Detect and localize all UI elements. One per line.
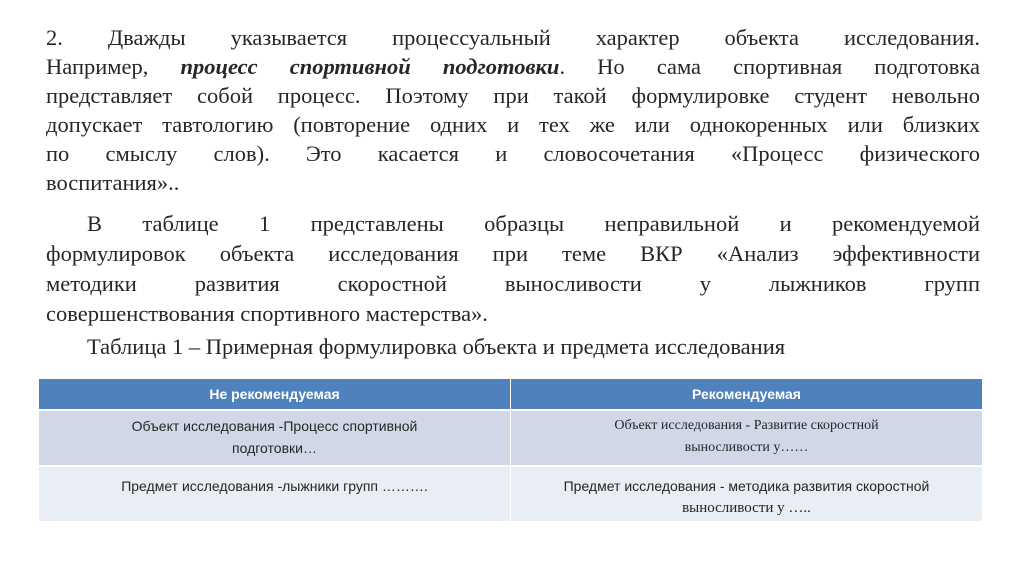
paragraph-2-line-1: В таблице 1 представлены образцы неправильной и рекомендуемой bbox=[87, 211, 980, 236]
cell-line: Объект исследования -Процесс спортивной bbox=[131, 418, 418, 434]
cell-line: Предмет исследования -лыжники групп ………. bbox=[121, 478, 428, 494]
header-not-recommended: Не рекомендуемая bbox=[39, 379, 511, 410]
header-recommended: Рекомендуемая bbox=[511, 379, 983, 410]
table-row bbox=[39, 466, 982, 521]
table-row bbox=[39, 410, 982, 466]
formulation-table bbox=[39, 379, 982, 521]
paragraph-1-line-6: воспитания».. bbox=[46, 170, 180, 195]
cell-recommended-subject bbox=[511, 466, 983, 521]
paragraph-1-line-5: по смыслу слов). Это касается и словосочетания «Процесс физического bbox=[46, 141, 980, 166]
cell-line: подготовки… bbox=[232, 440, 317, 456]
paragraph-1-line-2-suffix: . Но сама спортивная подготовка bbox=[559, 54, 980, 79]
paragraph-1-line-3: представляет собой процесс. Поэтому при такой формулировке студент невольно bbox=[46, 83, 980, 108]
emphasized-phrase: процесс спортивной подготовки bbox=[180, 54, 560, 79]
paragraph-1-line-4: допускает тавтологию (повторение одних и тех же или однокоренных или близких bbox=[46, 112, 980, 137]
cell-line: выносливости у…… bbox=[684, 440, 809, 455]
cell-recommended-object bbox=[511, 410, 983, 466]
paragraph-2-line-4: совершенствования спортивного мастерства». bbox=[46, 301, 488, 326]
table-caption: Таблица 1 – Примерная формулировка объекта и предмета исследования bbox=[87, 334, 786, 359]
table-header-row bbox=[39, 379, 982, 410]
cell-line: выносливости у ….. bbox=[682, 500, 811, 516]
cell-line: Предмет исследования - методика развития скоростной bbox=[563, 478, 930, 494]
cell-not-recommended-object bbox=[39, 410, 511, 466]
paragraph-2-line-2: формулировок объекта исследования при теме ВКР «Анализ эффективности bbox=[46, 241, 980, 266]
paragraph-2-line-3: методики развития скоростной выносливости у лыжников групп bbox=[46, 271, 980, 296]
paragraph-1-line-2-prefix: Например, bbox=[46, 54, 181, 79]
paragraph-1-line-2 bbox=[46, 52, 980, 81]
cell-line: Объект исследования - Развитие скоростной bbox=[614, 418, 879, 433]
cell-not-recommended-subject bbox=[39, 466, 511, 521]
paragraph-1-line-1: 2. Дважды указывается процессуальный характер объекта исследования. bbox=[46, 25, 980, 50]
